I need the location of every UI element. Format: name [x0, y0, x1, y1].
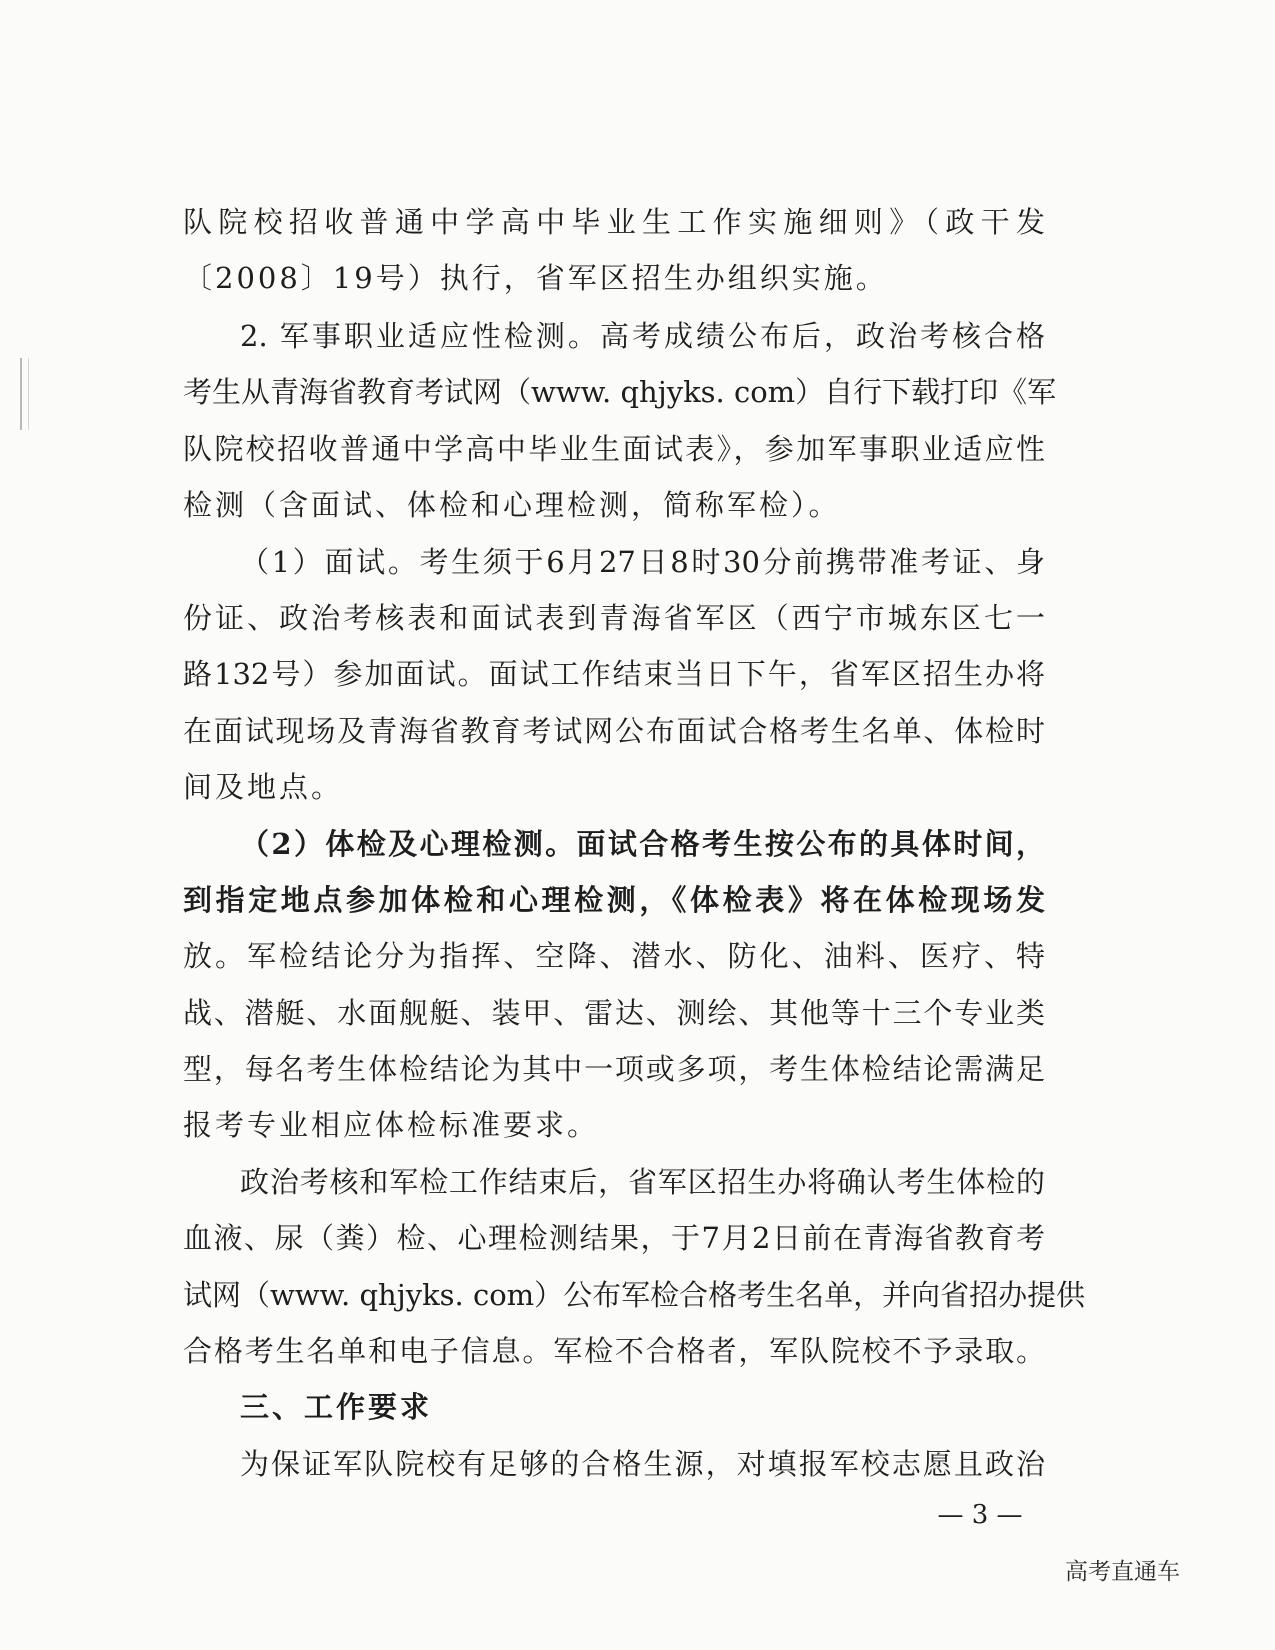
text-line: 在面试现场及青海省教育考试网公布面试合格考生名单、体检时	[183, 714, 1045, 748]
watermark: 高考直通车	[1065, 1559, 1180, 1585]
text-line: 〔2008〕19号）执行，省军区招生办组织实施。	[183, 261, 888, 295]
text-line: 间及地点。	[183, 770, 344, 804]
text-line: 考生从青海省教育考试网（www. qhjyks. com）自行下载打印《军	[183, 375, 1057, 409]
section-heading: 三、工作要求	[240, 1390, 433, 1424]
binding-hole-mark	[20, 358, 29, 430]
text-line: （1）面试。考生须于6月27日8时30分前携带准考证、身	[240, 545, 1045, 579]
text-line: 血液、尿（粪）检、心理检测结果，于7月2日前在青海省教育考	[183, 1221, 1045, 1255]
text-line: 到指定地点参加体检和心理检测，《体检表》将在体检现场发	[183, 883, 1045, 917]
text-line: 队院校招收普通中学高中毕业生面试表》，参加军事职业适应性	[183, 432, 1045, 466]
text-line: 队院校招收普通中学高中毕业生工作实施细则》（政干发	[183, 205, 1045, 239]
text-line: 2. 军事职业适应性检测。高考成绩公布后，政治考核合格	[240, 319, 1045, 353]
text-line: 份证、政治考核表和面试表到青海省军区（西宁市城东区七一	[183, 601, 1045, 635]
text-line: 合格考生名单和电子信息。军检不合格者，军队院校不予录取。	[183, 1334, 1045, 1368]
text-line: 报考专业相应体检标准要求。	[183, 1108, 600, 1142]
text-line: 路132号）参加面试。面试工作结束当日下午，省军区招生办将	[183, 657, 1045, 691]
text-line: 为保证军队院校有足够的合格生源，对填报军校志愿且政治	[240, 1447, 1045, 1481]
text-line: 政治考核和军检工作结束后，省军区招生办将确认考生体检的	[240, 1165, 1045, 1199]
page-number: — 3 —	[937, 1500, 1023, 1530]
text-line: 检测（含面试、体检和心理检测，简称军检）。	[183, 488, 841, 522]
text-line: 型，每名考生体检结论为其中一项或多项，考生体检结论需满足	[183, 1052, 1045, 1086]
text-line: 放。军检结论分为指挥、空降、潜水、防化、油料、医疗、特	[183, 939, 1045, 973]
text-line: （2）体检及心理检测。面试合格考生按公布的具体时间，	[240, 827, 1045, 861]
text-line: 试网（www. qhjyks. com）公布军检合格考生名单，并向省招办提供	[183, 1278, 1086, 1312]
text-line: 战、潜艇、水面舰艇、装甲、雷达、测绘、其他等十三个专业类	[183, 996, 1045, 1030]
